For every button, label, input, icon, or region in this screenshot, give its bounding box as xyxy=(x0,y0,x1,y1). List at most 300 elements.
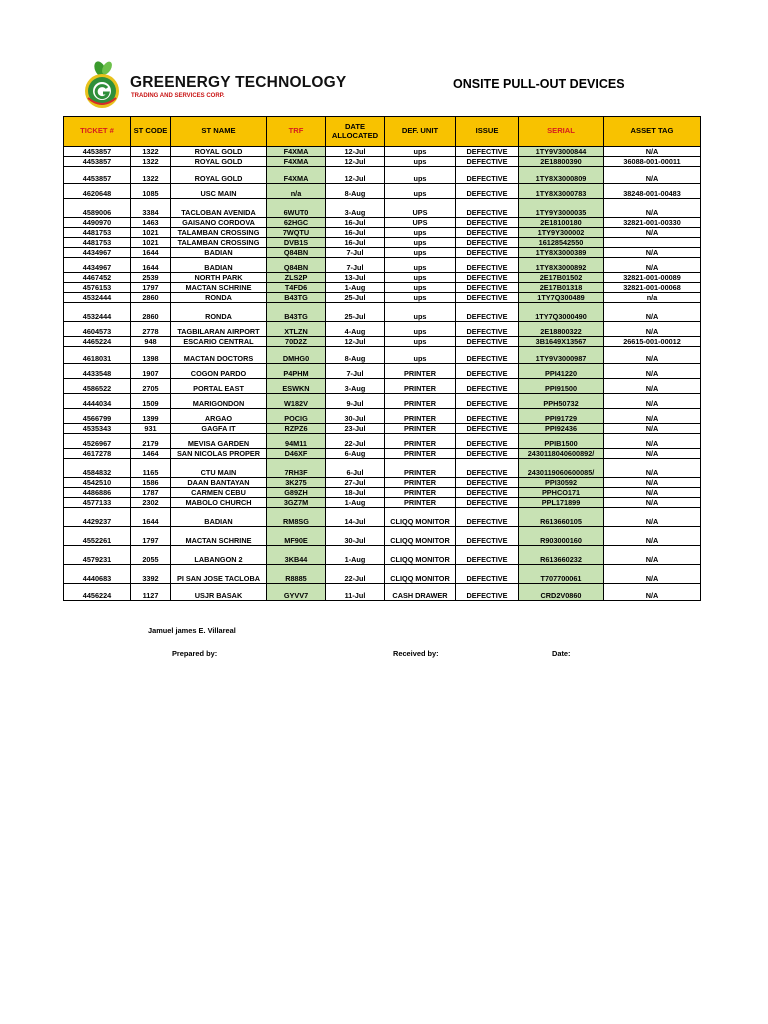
cell-trf: T4FD6 xyxy=(267,283,326,293)
cell-asset: N/A xyxy=(604,303,701,322)
cell-st-code: 3392 xyxy=(131,565,171,584)
company-name: GREENERGY TECHNOLOGY xyxy=(130,74,347,91)
cell-issue: DEFECTIVE xyxy=(456,167,519,184)
cell-unit: PRINTER xyxy=(385,478,456,488)
cell-issue: DEFECTIVE xyxy=(456,546,519,565)
cell-trf: F4XMA xyxy=(267,167,326,184)
table-row xyxy=(64,394,701,409)
cell-asset: N/A xyxy=(604,322,701,337)
cell-trf: B43TG xyxy=(267,293,326,303)
cell-unit: CLIQQ MONITOR xyxy=(385,508,456,527)
cell-st-code: 2055 xyxy=(131,546,171,565)
cell-trf: DMHG0 xyxy=(267,347,326,364)
cell-st-code: 1021 xyxy=(131,238,171,248)
cell-asset: 26615-001-00012 xyxy=(604,337,701,347)
cell-asset xyxy=(604,238,701,248)
cell-trf: 70D2Z xyxy=(267,337,326,347)
cell-asset: N/A xyxy=(604,459,701,478)
cell-st-code: 2302 xyxy=(131,498,171,508)
cell-serial: PPH50732 xyxy=(519,394,604,409)
received-by-label: Received by: xyxy=(393,649,439,658)
table-row xyxy=(64,184,701,199)
cell-date: 23-Jul xyxy=(326,424,385,434)
cell-unit: ups xyxy=(385,228,456,238)
date-label: Date: xyxy=(552,649,571,658)
cell-trf: POCIG xyxy=(267,409,326,424)
cell-issue: DEFECTIVE xyxy=(456,303,519,322)
cell-ticket: 4481753 xyxy=(64,238,131,248)
cell-unit: PRINTER xyxy=(385,498,456,508)
cell-trf: ZLS2P xyxy=(267,273,326,283)
cell-date: 3-Aug xyxy=(326,379,385,394)
prepared-by-label: Prepared by: xyxy=(172,649,218,658)
cell-trf: 3KB44 xyxy=(267,546,326,565)
cell-date: 25-Jul xyxy=(326,303,385,322)
cell-unit: ups xyxy=(385,347,456,364)
pull-out-table xyxy=(63,116,701,601)
cell-asset: N/A xyxy=(604,527,701,546)
cell-trf: F4XMA xyxy=(267,157,326,167)
col-def-unit: DEF. UNIT xyxy=(385,117,456,147)
cell-st-code: 2860 xyxy=(131,303,171,322)
cell-st-name: MEVISA GARDEN xyxy=(171,434,267,449)
cell-ticket: 4490970 xyxy=(64,218,131,228)
company-subtitle: TRADING AND SERVICES CORP. xyxy=(131,93,225,99)
cell-st-name: MARIGONDON xyxy=(171,394,267,409)
cell-trf: 62HGC xyxy=(267,218,326,228)
cell-trf: D46XF xyxy=(267,449,326,459)
cell-st-name: USJR BASAK xyxy=(171,584,267,601)
col-date-allocated xyxy=(326,117,385,147)
cell-st-name: NORTH PARK xyxy=(171,273,267,283)
table-row xyxy=(64,379,701,394)
cell-serial: 1TY9V3000844 xyxy=(519,147,604,157)
header-row xyxy=(64,117,701,147)
cell-st-code: 3384 xyxy=(131,199,171,218)
table-body xyxy=(64,147,701,601)
cell-asset: n/a xyxy=(604,293,701,303)
cell-asset: N/A xyxy=(604,409,701,424)
cell-issue: DEFECTIVE xyxy=(456,147,519,157)
cell-trf: F4XMA xyxy=(267,147,326,157)
cell-asset: N/A xyxy=(604,248,701,258)
cell-serial: R903000160 xyxy=(519,527,604,546)
cell-trf: 94M11 xyxy=(267,434,326,449)
cell-date: 12-Jul xyxy=(326,157,385,167)
cell-st-name: GAISANO CORDOVA xyxy=(171,218,267,228)
cell-date: 6-Aug xyxy=(326,449,385,459)
table-row xyxy=(64,409,701,424)
cell-ticket: 4453857 xyxy=(64,157,131,167)
cell-issue: DEFECTIVE xyxy=(456,273,519,283)
cell-ticket: 4481753 xyxy=(64,228,131,238)
table-row xyxy=(64,364,701,379)
table-row xyxy=(64,258,701,273)
cell-st-code: 1127 xyxy=(131,584,171,601)
table-row xyxy=(64,337,701,347)
cell-date: 13-Jul xyxy=(326,273,385,283)
cell-asset: 38248-001-00483 xyxy=(604,184,701,199)
cell-issue: DEFECTIVE xyxy=(456,248,519,258)
cell-ticket: 4566799 xyxy=(64,409,131,424)
table-row xyxy=(64,527,701,546)
cell-issue: DEFECTIVE xyxy=(456,409,519,424)
cell-unit: ups xyxy=(385,184,456,199)
cell-st-code: 1907 xyxy=(131,364,171,379)
cell-trf: DVB1S xyxy=(267,238,326,248)
cell-ticket: 4456224 xyxy=(64,584,131,601)
cell-serial: PPL171899 xyxy=(519,498,604,508)
cell-ticket: 4589006 xyxy=(64,199,131,218)
cell-unit: ups xyxy=(385,293,456,303)
company-logo xyxy=(80,60,124,110)
cell-date: 22-Jul xyxy=(326,565,385,584)
cell-st-code: 948 xyxy=(131,337,171,347)
cell-ticket: 4467452 xyxy=(64,273,131,283)
cell-st-code: 931 xyxy=(131,424,171,434)
cell-issue: DEFECTIVE xyxy=(456,157,519,167)
cell-asset: N/A xyxy=(604,508,701,527)
cell-ticket: 4434967 xyxy=(64,248,131,258)
cell-st-name: USC MAIN xyxy=(171,184,267,199)
cell-st-name: BADIAN xyxy=(171,258,267,273)
table-row xyxy=(64,546,701,565)
cell-issue: DEFECTIVE xyxy=(456,394,519,409)
cell-ticket: 4579231 xyxy=(64,546,131,565)
cell-date: 8-Aug xyxy=(326,184,385,199)
cell-trf: 6WUT0 xyxy=(267,199,326,218)
cell-st-code: 1464 xyxy=(131,449,171,459)
cell-serial: R613660232 xyxy=(519,546,604,565)
table-row xyxy=(64,347,701,364)
cell-asset: N/A xyxy=(604,347,701,364)
table-row xyxy=(64,218,701,228)
cell-date: 1-Aug xyxy=(326,498,385,508)
cell-serial: 2E18800322 xyxy=(519,322,604,337)
cell-ticket: 4576153 xyxy=(64,283,131,293)
cell-trf: GYVV7 xyxy=(267,584,326,601)
cell-ticket: 4433548 xyxy=(64,364,131,379)
cell-unit: ups xyxy=(385,337,456,347)
table-row xyxy=(64,167,701,184)
cell-unit: ups xyxy=(385,147,456,157)
col-date-allocated-label: DATE ALLOCATED xyxy=(331,122,379,140)
cell-date: 16-Jul xyxy=(326,228,385,238)
col-st-code: ST CODE xyxy=(131,117,171,147)
table-row xyxy=(64,303,701,322)
cell-date: 1-Aug xyxy=(326,283,385,293)
cell-serial: 1TY7Q3000490 xyxy=(519,303,604,322)
cell-st-code: 1399 xyxy=(131,409,171,424)
cell-issue: DEFECTIVE xyxy=(456,347,519,364)
cell-st-name: LABANGON 2 xyxy=(171,546,267,565)
cell-serial: 2E17B01502 xyxy=(519,273,604,283)
table-row xyxy=(64,147,701,157)
cell-trf: R8885 xyxy=(267,565,326,584)
cell-unit: UPS xyxy=(385,218,456,228)
cell-unit: PRINTER xyxy=(385,394,456,409)
cell-serial: PPI92436 xyxy=(519,424,604,434)
cell-issue: DEFECTIVE xyxy=(456,508,519,527)
cell-unit: PRINTER xyxy=(385,364,456,379)
cell-unit: PRINTER xyxy=(385,459,456,478)
cell-asset: N/A xyxy=(604,434,701,449)
cell-issue: DEFECTIVE xyxy=(456,364,519,379)
cell-st-name: ROYAL GOLD xyxy=(171,147,267,157)
cell-trf: 7WQTU xyxy=(267,228,326,238)
cell-serial: 1TY8X3000809 xyxy=(519,167,604,184)
table-row xyxy=(64,459,701,478)
table-row xyxy=(64,424,701,434)
cell-ticket: 4584832 xyxy=(64,459,131,478)
cell-st-name: ARGAO xyxy=(171,409,267,424)
cell-st-code: 1463 xyxy=(131,218,171,228)
cell-unit: CLIQQ MONITOR xyxy=(385,527,456,546)
cell-asset: 32821-001-00330 xyxy=(604,218,701,228)
cell-st-name: TAGBILARAN AIRPORT xyxy=(171,322,267,337)
cell-ticket: 4617278 xyxy=(64,449,131,459)
cell-serial: 16128542550 xyxy=(519,238,604,248)
table-row xyxy=(64,498,701,508)
cell-asset: 32821-001-00068 xyxy=(604,283,701,293)
col-trf: TRF xyxy=(267,117,326,147)
cell-serial: PPI30592 xyxy=(519,478,604,488)
cell-date: 4-Aug xyxy=(326,322,385,337)
cell-st-name: DAAN BANTAYAN xyxy=(171,478,267,488)
cell-st-code: 1322 xyxy=(131,167,171,184)
cell-trf: G89ZH xyxy=(267,488,326,498)
cell-date: 12-Jul xyxy=(326,147,385,157)
cell-issue: DEFECTIVE xyxy=(456,218,519,228)
cell-unit: ups xyxy=(385,258,456,273)
cell-ticket: 4604573 xyxy=(64,322,131,337)
cell-st-code: 1021 xyxy=(131,228,171,238)
cell-date: 27-Jul xyxy=(326,478,385,488)
cell-date: 6-Jul xyxy=(326,459,385,478)
signatory-name: Jamuel james E. Villareal xyxy=(148,626,236,635)
cell-asset: N/A xyxy=(604,228,701,238)
cell-st-code: 1644 xyxy=(131,508,171,527)
cell-issue: DEFECTIVE xyxy=(456,565,519,584)
cell-unit: ups xyxy=(385,273,456,283)
cell-unit: CLIQQ MONITOR xyxy=(385,565,456,584)
cell-unit: PRINTER xyxy=(385,449,456,459)
cell-unit: ups xyxy=(385,303,456,322)
cell-trf: 7RH3F xyxy=(267,459,326,478)
cell-unit: CLIQQ MONITOR xyxy=(385,546,456,565)
cell-ticket: 4434967 xyxy=(64,258,131,273)
cell-st-name: TALAMBAN CROSSING xyxy=(171,228,267,238)
cell-ticket: 4486886 xyxy=(64,488,131,498)
cell-ticket: 4444034 xyxy=(64,394,131,409)
table-row xyxy=(64,248,701,258)
table-row xyxy=(64,434,701,449)
cell-issue: DEFECTIVE xyxy=(456,293,519,303)
cell-asset: N/A xyxy=(604,167,701,184)
col-issue: ISSUE xyxy=(456,117,519,147)
cell-asset: N/A xyxy=(604,498,701,508)
table-row xyxy=(64,322,701,337)
cell-date: 30-Jul xyxy=(326,527,385,546)
cell-trf: n/a xyxy=(267,184,326,199)
cell-date: 12-Jul xyxy=(326,337,385,347)
cell-st-name: TALAMBAN CROSSING xyxy=(171,238,267,248)
cell-serial: PPHCO171 xyxy=(519,488,604,498)
cell-issue: DEFECTIVE xyxy=(456,488,519,498)
cell-issue: DEFECTIVE xyxy=(456,434,519,449)
cell-st-name: COGON PARDO xyxy=(171,364,267,379)
cell-ticket: 4465224 xyxy=(64,337,131,347)
cell-st-name: ESCARIO CENTRAL xyxy=(171,337,267,347)
cell-st-name: BADIAN xyxy=(171,508,267,527)
cell-serial: 1TY8X3000892 xyxy=(519,258,604,273)
cell-serial: PPI91729 xyxy=(519,409,604,424)
cell-st-name: PI SAN JOSE TACLOBA xyxy=(171,565,267,584)
cell-st-code: 1644 xyxy=(131,248,171,258)
cell-st-name: MABOLO CHURCH xyxy=(171,498,267,508)
cell-serial: 1TY7Q300489 xyxy=(519,293,604,303)
cell-issue: DEFECTIVE xyxy=(456,527,519,546)
cell-st-code: 1586 xyxy=(131,478,171,488)
cell-asset: N/A xyxy=(604,584,701,601)
table-row xyxy=(64,238,701,248)
table-row xyxy=(64,449,701,459)
table-row xyxy=(64,157,701,167)
table-row xyxy=(64,508,701,527)
cell-unit: PRINTER xyxy=(385,409,456,424)
cell-st-code: 1322 xyxy=(131,157,171,167)
table-row xyxy=(64,488,701,498)
cell-ticket: 4532444 xyxy=(64,293,131,303)
cell-trf: B43TG xyxy=(267,303,326,322)
cell-trf: ESWKN xyxy=(267,379,326,394)
cell-asset: N/A xyxy=(604,364,701,379)
cell-issue: DEFECTIVE xyxy=(456,449,519,459)
table-row xyxy=(64,273,701,283)
cell-st-name: ROYAL GOLD xyxy=(171,157,267,167)
table-row xyxy=(64,565,701,584)
cell-unit: ups xyxy=(385,248,456,258)
cell-ticket: 4429237 xyxy=(64,508,131,527)
cell-issue: DEFECTIVE xyxy=(456,228,519,238)
document-title: ONSITE PULL-OUT DEVICES xyxy=(453,77,625,91)
cell-ticket: 4453857 xyxy=(64,167,131,184)
col-ticket: TICKET # xyxy=(64,117,131,147)
cell-serial: 1TY8X3000389 xyxy=(519,248,604,258)
cell-asset: N/A xyxy=(604,394,701,409)
cell-asset: N/A xyxy=(604,565,701,584)
cell-date: 3-Aug xyxy=(326,199,385,218)
cell-unit: ups xyxy=(385,238,456,248)
cell-st-name: BADIAN xyxy=(171,248,267,258)
cell-ticket: 4586522 xyxy=(64,379,131,394)
cell-st-code: 1165 xyxy=(131,459,171,478)
cell-serial: T707700061 xyxy=(519,565,604,584)
cell-issue: DEFECTIVE xyxy=(456,199,519,218)
table-row xyxy=(64,293,701,303)
col-st-name: ST NAME xyxy=(171,117,267,147)
cell-unit: CASH DRAWER xyxy=(385,584,456,601)
cell-trf: RM8SG xyxy=(267,508,326,527)
cell-st-name: CTU MAIN xyxy=(171,459,267,478)
cell-ticket: 4535343 xyxy=(64,424,131,434)
cell-st-code: 2179 xyxy=(131,434,171,449)
cell-serial: PPIB1500 xyxy=(519,434,604,449)
cell-st-name: MACTAN SCHRINE xyxy=(171,527,267,546)
cell-st-name: SAN NICOLAS PROPER xyxy=(171,449,267,459)
cell-unit: UPS xyxy=(385,199,456,218)
cell-date: 12-Jul xyxy=(326,167,385,184)
cell-unit: ups xyxy=(385,322,456,337)
cell-unit: PRINTER xyxy=(385,434,456,449)
cell-ticket: 4552261 xyxy=(64,527,131,546)
cell-asset: N/A xyxy=(604,488,701,498)
cell-serial: PPI41220 xyxy=(519,364,604,379)
table-row xyxy=(64,199,701,218)
cell-asset: N/A xyxy=(604,478,701,488)
table-row xyxy=(64,283,701,293)
cell-issue: DEFECTIVE xyxy=(456,337,519,347)
cell-st-code: 2860 xyxy=(131,293,171,303)
cell-unit: ups xyxy=(385,283,456,293)
cell-date: 25-Jul xyxy=(326,293,385,303)
table-row xyxy=(64,228,701,238)
cell-st-code: 1797 xyxy=(131,527,171,546)
cell-st-code: 1085 xyxy=(131,184,171,199)
cell-st-code: 1509 xyxy=(131,394,171,409)
cell-asset: 32821-001-00089 xyxy=(604,273,701,283)
cell-ticket: 4618031 xyxy=(64,347,131,364)
cell-unit: PRINTER xyxy=(385,379,456,394)
cell-trf: W182V xyxy=(267,394,326,409)
cell-trf: 3GZ7M xyxy=(267,498,326,508)
table-row xyxy=(64,584,701,601)
cell-date: 11-Jul xyxy=(326,584,385,601)
cell-asset: 36088-001-00011 xyxy=(604,157,701,167)
cell-trf: 3K275 xyxy=(267,478,326,488)
cell-unit: ups xyxy=(385,167,456,184)
cell-date: 14-Jul xyxy=(326,508,385,527)
cell-serial: 1TY9V3000987 xyxy=(519,347,604,364)
cell-serial: 1TY9Y300002 xyxy=(519,228,604,238)
cell-st-name: ROYAL GOLD xyxy=(171,167,267,184)
cell-st-code: 2778 xyxy=(131,322,171,337)
cell-st-name: RONDA xyxy=(171,293,267,303)
cell-ticket: 4577133 xyxy=(64,498,131,508)
cell-issue: DEFECTIVE xyxy=(456,258,519,273)
cell-issue: DEFECTIVE xyxy=(456,322,519,337)
cell-issue: DEFECTIVE xyxy=(456,478,519,488)
cell-issue: DEFECTIVE xyxy=(456,238,519,248)
cell-serial: 1TY9Y3000035 xyxy=(519,199,604,218)
cell-serial: 1TY8X3000783 xyxy=(519,184,604,199)
cell-st-name: RONDA xyxy=(171,303,267,322)
cell-issue: DEFECTIVE xyxy=(456,184,519,199)
cell-st-name: PORTAL EAST xyxy=(171,379,267,394)
cell-date: 7-Jul xyxy=(326,248,385,258)
cell-unit: ups xyxy=(385,157,456,167)
cell-st-name: MACTAN DOCTORS xyxy=(171,347,267,364)
cell-serial: 2E18100180 xyxy=(519,218,604,228)
cell-trf: MF90E xyxy=(267,527,326,546)
cell-date: 22-Jul xyxy=(326,434,385,449)
cell-date: 8-Aug xyxy=(326,347,385,364)
cell-st-name: MACTAN SCHRINE xyxy=(171,283,267,293)
cell-asset: N/A xyxy=(604,147,701,157)
cell-trf: Q84BN xyxy=(267,248,326,258)
cell-date: 18-Jul xyxy=(326,488,385,498)
cell-ticket: 4453857 xyxy=(64,147,131,157)
